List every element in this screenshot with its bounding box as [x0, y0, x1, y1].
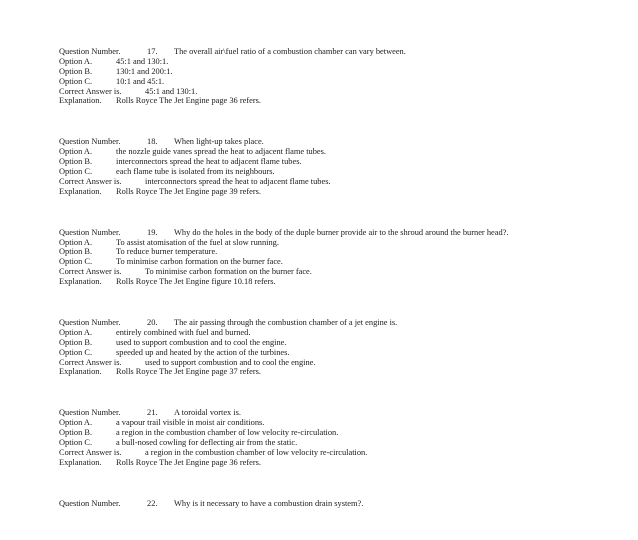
option-c-label: Option C. [59, 347, 93, 357]
option-c-row [59, 438, 619, 448]
correct-answer-row [59, 448, 619, 458]
question-block-20 [59, 318, 619, 377]
option-a-text: entirely combined with fuel and burned. [116, 327, 251, 337]
explanation-row [59, 367, 619, 377]
option-b-row [59, 338, 619, 348]
question-header [59, 499, 619, 509]
option-c-text: 10:1 and 45:1. [116, 76, 165, 86]
option-c-label: Option C. [59, 257, 93, 267]
option-c-text: speeded up and heated by the action of the turbines. [116, 347, 290, 357]
option-a-label: Option A. [59, 56, 93, 66]
option-c-row [59, 257, 619, 267]
option-a-text: To assist atomisation of the fuel at slow running. [116, 237, 279, 247]
question-number: 20. [147, 318, 158, 328]
option-c-row [59, 167, 619, 177]
option-a-row [59, 418, 619, 428]
option-b-label: Option B. [59, 66, 93, 76]
question-block-22 [59, 499, 619, 509]
explanation-label: Explanation. [59, 96, 102, 106]
question-header [59, 228, 619, 238]
question-number: 19. [147, 227, 158, 237]
correct-answer-text: a region in the combustion chamber of low velocity re-circulation. [145, 447, 368, 457]
option-a-label: Option A. [59, 327, 93, 337]
option-b-row [59, 247, 619, 257]
question-number-label: Question Number. [59, 47, 121, 56]
question-text: The air passing through the combustion chamber of a jet engine is. [174, 318, 398, 328]
explanation-row [59, 187, 619, 197]
question-number-label: Question Number. [59, 498, 121, 508]
explanation-row [59, 96, 619, 106]
option-c-text: To minimise carbon formation on the burner face. [116, 257, 283, 267]
question-text: Why is it necessary to have a combustion drain system?. [174, 498, 364, 508]
option-b-text: a region in the combustion chamber of low velocity re-circulation. [116, 428, 339, 438]
explanation-text: Rolls Royce The Jet Engine figure 10.18 refers. [116, 277, 276, 287]
explanation-text: Rolls Royce The Jet Engine page 39 refers. [116, 186, 261, 196]
explanation-label: Explanation. [59, 186, 102, 196]
correct-answer-row [59, 267, 619, 277]
explanation-text: Rolls Royce The Jet Engine page 36 refers. [116, 457, 261, 467]
option-b-row [59, 67, 619, 77]
option-c-text: a bull-nosed cowling for deflecting air from the static. [116, 438, 298, 448]
explanation-label: Explanation. [59, 367, 102, 377]
option-b-label: Option B. [59, 428, 93, 438]
question-text: When light-up takes place. [174, 137, 264, 147]
option-a-row [59, 147, 619, 157]
option-a-text: a vapour trail visible in moist air conditions. [116, 418, 265, 428]
question-number-label: Question Number. [59, 408, 121, 418]
option-b-text: To reduce burner temperature. [116, 247, 218, 257]
correct-answer-row [59, 358, 619, 368]
option-a-label: Option A. [59, 147, 93, 157]
option-c-label: Option C. [59, 438, 93, 448]
explanation-text: Rolls Royce The Jet Engine page 36 refers. [116, 96, 261, 106]
correct-answer-label: Correct Answer is. [59, 357, 122, 367]
explanation-row [59, 458, 619, 468]
option-b-row [59, 428, 619, 438]
option-a-label: Option A. [59, 418, 93, 428]
option-b-row [59, 157, 619, 167]
option-c-row [59, 348, 619, 358]
question-block-19 [59, 228, 619, 287]
option-c-label: Option C. [59, 76, 93, 86]
option-b-label: Option B. [59, 247, 93, 257]
question-block-17 [59, 47, 619, 106]
question-text: A toroidal vortex is. [174, 408, 241, 418]
question-document [59, 47, 619, 540]
correct-answer-text: used to support combustion and to cool the engine. [145, 357, 316, 367]
option-a-label: Option A. [59, 237, 93, 247]
option-a-text: the nozzle guide vanes spread the heat to adjacent flame tubes. [116, 147, 326, 157]
option-c-label: Option C. [59, 167, 93, 177]
option-a-row [59, 57, 619, 67]
option-c-text: each flame tube is isolated from its neighbours. [116, 167, 275, 177]
correct-answer-text: To minimise carbon formation on the burner face. [145, 267, 312, 277]
option-b-text: 130:1 and 200:1. [116, 66, 173, 76]
option-a-row [59, 238, 619, 248]
question-block-21 [59, 408, 619, 467]
correct-answer-label: Correct Answer is. [59, 86, 122, 96]
explanation-row [59, 277, 619, 287]
question-number-label: Question Number. [59, 227, 121, 237]
explanation-label: Explanation. [59, 277, 102, 287]
explanation-label: Explanation. [59, 457, 102, 467]
question-header [59, 137, 619, 147]
correct-answer-text: 45:1 and 130:1. [145, 86, 198, 96]
explanation-text: Rolls Royce The Jet Engine page 37 refers. [116, 367, 261, 377]
option-b-text: used to support combustion and to cool the engine. [116, 337, 287, 347]
correct-answer-label: Correct Answer is. [59, 176, 122, 186]
correct-answer-label: Correct Answer is. [59, 447, 122, 457]
question-number: 21. [147, 408, 158, 418]
option-c-row [59, 77, 619, 87]
question-number: 18. [147, 137, 158, 147]
question-block-18 [59, 137, 619, 196]
question-number-label: Question Number. [59, 137, 121, 147]
option-a-text: 45:1 and 130:1. [116, 56, 169, 66]
option-b-text: interconnectors spread the heat to adjacent flame tubes. [116, 157, 302, 167]
question-header [59, 408, 619, 418]
question-header [59, 318, 619, 328]
question-text: The overall air\fuel ratio of a combustion chamber can vary between. [174, 47, 406, 56]
correct-answer-text: interconnectors spread the heat to adjacent flame tubes. [145, 176, 331, 186]
correct-answer-row [59, 87, 619, 97]
option-b-label: Option B. [59, 157, 93, 167]
question-number-label: Question Number. [59, 318, 121, 328]
option-a-row [59, 328, 619, 338]
question-text: Why do the holes in the body of the duple burner provide air to the shroud around the burner head?. [174, 227, 509, 237]
question-number: 17. [147, 47, 158, 56]
option-b-label: Option B. [59, 337, 93, 347]
question-number: 22. [147, 498, 158, 508]
correct-answer-row [59, 177, 619, 187]
correct-answer-label: Correct Answer is. [59, 267, 122, 277]
question-header [59, 47, 619, 57]
